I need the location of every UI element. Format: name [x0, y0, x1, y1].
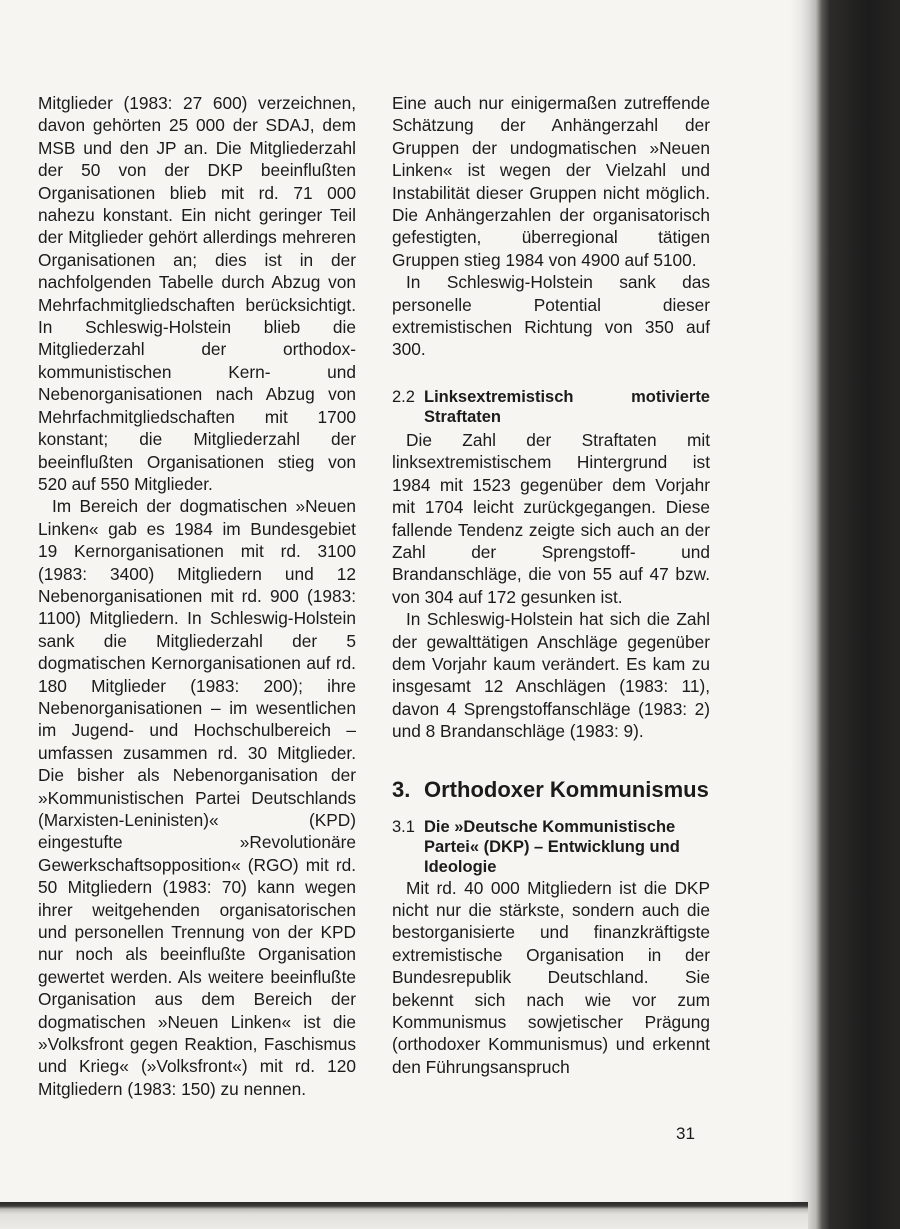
section-title: Linksextremistisch motivierte Straftaten: [424, 387, 710, 426]
chapter-number: 3.: [392, 776, 411, 802]
section-heading-3-1: [392, 817, 710, 877]
page-curl-shadow: [790, 0, 808, 1202]
paragraph: In Schleswig-Holstein sank das personelle Potential dieser extremistischen Richtung von 350 auf 300.: [392, 272, 710, 360]
paragraph: Mit rd. 40 000 Mitgliedern ist die DKP nicht nur die stärkste, sondern auch die bestorganisierte und finanzkräftigste extremistische Organisation in der Bundesrepublik Deutschland. Sie bekennt sich nach wie vor zum Kommunismus sowjetischer Prägung (orthodoxer Kommunismus) und erkennt den Führungsanspruch: [392, 877, 710, 1077]
chapter-heading-3: [392, 777, 710, 803]
paragraph: Eine auch nur einigermaßen zutreffende Schätzung der Anhängerzahl der Gruppen der undogmatischen »Neuen Linken« ist wegen der Vielzahl und Instabilität dieser Gruppen nicht möglich. Die Anhängerzahlen der organisatorisch gefestigten, überregional tätigen Gruppen stieg 1984 von 4900 auf 5100.: [392, 93, 710, 270]
paragraph: Im Bereich der dogmatischen »Neuen Linken« gab es 1984 im Bundesgebiet 19 Kernorganisationen mit rd. 3100 (1983: 3400) Mitgliedern und 12 Nebenorganisationen mit rd. 900 (1983: 1100) Mitgliedern. In Schleswig-Holstein sank die Mitgliederzahl der 5 dogmatischen Kernorganisationen auf rd. 180 Mitglieder (1983: 200); ihre Nebenorganisationen – im wesentlichen im Jugend- und Hochschulbereich – umfassen zusammen rd. 30 Mitglieder. Die bisher als Nebenorganisation der »Kommunistischen Partei Deutschlands (Marxisten-Leninisten)« (KPD) eingestufte »Revolutionäre Gewerkschaftsopposition« (RGO) mit rd. 50 Mitgliedern (1983: 70) kann wegen ihrer weitgehenden organisatorischen und personellen Trennung von der KPD nur noch als beeinflußte Organisation gewertet werden. Als weitere beeinflußte Organisation aus dem Bereich der dogmatischen »Neuen Linken« ist die »Volksfront gegen Reaktion, Faschismus und Krieg« (»Volksfront«) mit rd. 120 Mitgliedern (1983: 150) zu nennen.: [38, 496, 356, 1099]
scan-bottom-edge: [0, 1202, 808, 1229]
paragraph: Mitglieder (1983: 27 600) verzeichnen, davon gehörten 25 000 der SDAJ, dem MSB und den JP an. Die Mitgliederzahl der 50 von der DKP beeinflußten Organisationen blieb mit rd. 71 000 nahezu konstant. Ein nicht geringer Teil der Mitglieder gehört allerdings mehreren Organisationen an; dies ist in der nachfolgenden Tabelle durch Abzug von Mehrfachmitgliedschaften berücksichtigt. In Schleswig-Holstein blieb die Mitgliederzahl der orthodox-kommunistischen Kern- und Nebenorganisationen nach Abzug von Mehrfachmitgliedschaften mit 1700 konstant; die Mitgliederzahl der beeinflußten Organisationen stieg von 520 auf 550 Mitglieder.: [38, 93, 356, 494]
section-number: 3.1: [392, 817, 415, 836]
chapter-title: Orthodoxer Kommunismus: [424, 776, 709, 802]
paragraph: In Schleswig-Holstein hat sich die Zahl der gewalttätigen Anschläge gegenüber dem Vorjahr kaum verändert. Es kam zu insgesamt 12 Anschlägen (1983: 11), davon 4 Sprengstoffanschläge (1983: 2) und 8 Brandanschläge (1983: 9).: [392, 609, 710, 742]
right-column: [392, 92, 710, 1078]
section-number: 2.2: [392, 387, 415, 406]
paragraph: Die Zahl der Straftaten mit linksextremistischem Hintergrund ist 1984 mit 1523 gegenüber dem Vorjahr mit 1704 leicht zurückgegangen. Diese fallende Tendenz zeigte sich auch an der Zahl der Sprengstoff- und Brandanschläge, die von 55 auf 47 bzw. von 304 auf 172 gesunken ist.: [392, 429, 710, 607]
book-spine: [808, 0, 900, 1229]
section-title: Die »Deutsche Kommunistische Partei« (DKP) – Entwicklung und Ideologie: [424, 817, 680, 876]
page-number: 31: [676, 1124, 695, 1143]
section-heading-2-2: [392, 387, 710, 427]
left-column: [38, 92, 356, 1100]
